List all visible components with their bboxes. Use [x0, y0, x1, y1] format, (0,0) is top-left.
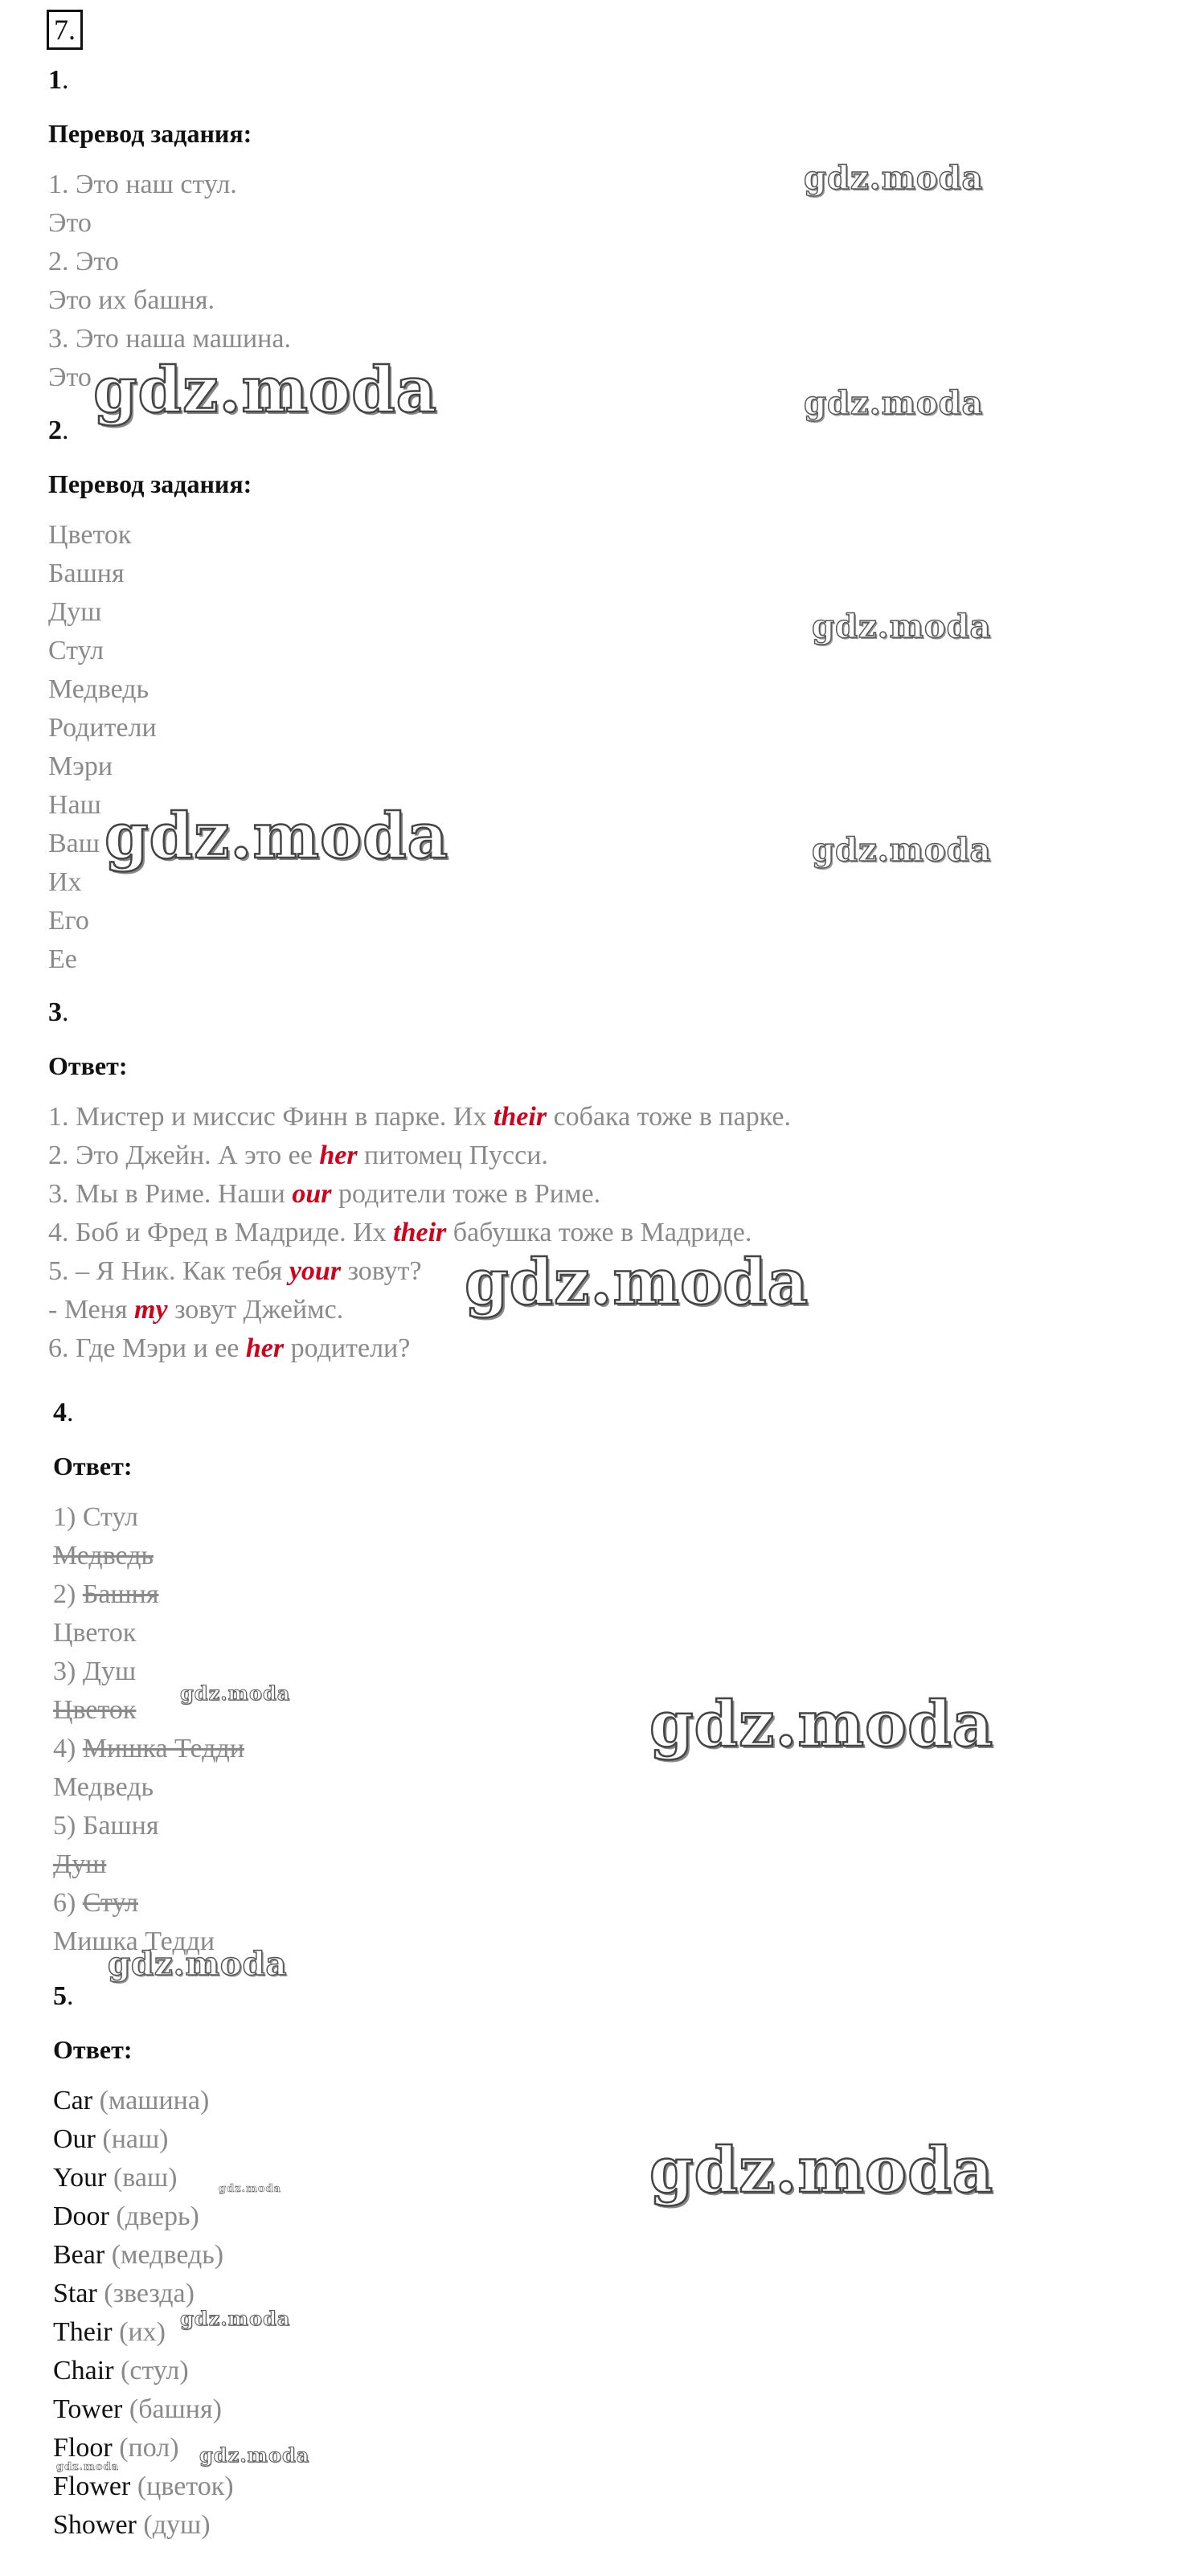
text-segment: 5. – Я Ник. Как тебя	[48, 1256, 289, 1286]
text-line	[48, 320, 291, 358]
text-segment: (машина)	[92, 2086, 210, 2115]
text-line	[53, 1614, 244, 1652]
text-line	[53, 1768, 244, 1807]
watermark-logo: gdz.moda	[56, 2461, 120, 2473]
text-line	[53, 2082, 234, 2120]
text-segment: Мишка Тедди	[53, 1927, 215, 1956]
english-word: Door	[53, 2201, 109, 2231]
text-segment: Медведь	[53, 1772, 154, 1802]
english-word: Shower	[53, 2510, 137, 2540]
text-segment: 4. Боб и Фред в Мадриде. Их	[48, 1218, 394, 1247]
text-line	[48, 204, 291, 243]
text-line	[48, 670, 252, 709]
section-4	[53, 1395, 244, 1961]
text-segment: Медведь	[48, 674, 149, 704]
text-segment: Это	[48, 362, 92, 392]
text-segment: Башня	[48, 559, 125, 588]
text-segment: 1) Стул	[53, 1502, 138, 1532]
answer-word: her	[319, 1141, 358, 1170]
text-segment: (их)	[112, 2317, 166, 2347]
text-segment: родители?	[284, 1333, 411, 1363]
answer-word: our	[292, 1179, 332, 1209]
text-line	[48, 632, 252, 670]
text-line	[48, 166, 291, 204]
english-word: Star	[53, 2279, 97, 2308]
english-word: Our	[53, 2124, 96, 2154]
section-lines	[48, 1098, 791, 1368]
text-line	[48, 940, 252, 979]
section-number: 5.	[53, 1981, 74, 2011]
answer-word: your	[289, 1256, 342, 1286]
text-segment: питомец Пусси.	[357, 1141, 548, 1170]
text-segment: 1. Мистер и миссис Финн в парке. Их	[48, 1102, 494, 1132]
text-segment: 1. Это наш стул.	[48, 170, 237, 199]
english-word: Your	[53, 2163, 107, 2193]
text-line	[53, 2197, 234, 2236]
text-segment: Их	[48, 867, 82, 897]
text-segment: Это их башня.	[48, 285, 215, 315]
text-line	[53, 2506, 234, 2545]
text-line	[48, 1175, 791, 1214]
english-word: Car	[53, 2086, 93, 2115]
text-segment: 3. Это наша машина.	[48, 324, 291, 354]
english-word: Chair	[53, 2356, 114, 2386]
watermark-logo: gdz.moda	[93, 354, 438, 427]
watermark-logo: gdz.moda	[180, 1681, 291, 1705]
answer-word: their	[393, 1218, 447, 1247]
watermark-logo: gdz.moda	[199, 2443, 310, 2467]
text-segment: 2)	[53, 1579, 83, 1609]
section-heading: Ответ:	[53, 1452, 133, 1480]
text-segment: (ваш)	[106, 2163, 178, 2193]
text-segment: 2. Это Джейн. А это ее	[48, 1141, 320, 1170]
watermark-logo: gdz.moda	[649, 1688, 994, 1761]
text-segment: Цветок	[53, 1618, 137, 1648]
text-segment: (медведь)	[104, 2240, 224, 2270]
english-word: Bear	[53, 2240, 105, 2270]
answer-word: my	[134, 1295, 168, 1325]
watermark-logo: gdz.moda	[812, 831, 992, 869]
text-line	[53, 2390, 234, 2429]
text-segment: (дверь)	[109, 2201, 199, 2231]
page-number-label: 7.	[47, 10, 83, 50]
text-line	[53, 2236, 234, 2275]
struck-word: Мишка Тедди	[82, 1734, 244, 1763]
struck-word: Медведь	[53, 1541, 154, 1571]
section-heading: Перевод задания:	[48, 469, 252, 498]
text-line	[53, 1498, 244, 1537]
text-segment: родители тоже в Риме.	[331, 1179, 601, 1209]
section-number: 4.	[53, 1398, 74, 1427]
text-line	[48, 709, 252, 747]
text-line	[53, 1575, 244, 1614]
text-line	[53, 1537, 244, 1575]
section-number: 2.	[48, 416, 69, 445]
section-2	[48, 413, 252, 979]
text-segment: Родители	[48, 713, 157, 743]
text-segment: Это	[48, 208, 92, 238]
text-line	[48, 243, 291, 281]
text-segment: 6)	[53, 1888, 83, 1918]
section-number: 3.	[48, 997, 69, 1027]
watermark-logo: gdz.moda	[180, 2307, 291, 2330]
text-segment: Цветок	[48, 520, 132, 550]
text-line	[48, 902, 252, 940]
text-segment: Ваш	[48, 829, 100, 858]
watermark-logo: gdz.moda	[104, 800, 449, 873]
english-word: Their	[53, 2317, 113, 2347]
section-heading: Ответ:	[48, 1051, 128, 1080]
struck-word: Башня	[82, 1579, 159, 1609]
text-segment: 3) Душ	[53, 1657, 137, 1686]
text-line	[53, 1845, 244, 1884]
text-segment: (стул)	[113, 2356, 189, 2386]
text-line	[48, 281, 291, 320]
text-line	[48, 555, 252, 593]
text-line	[48, 516, 252, 555]
watermark-logo: gdz.moda	[804, 384, 984, 422]
section-heading: Перевод задания:	[48, 119, 252, 148]
text-segment: бабушка тоже в Мадриде.	[446, 1218, 752, 1247]
text-segment: (звезда)	[96, 2279, 195, 2308]
section-lines	[53, 1498, 244, 1961]
text-line	[53, 2120, 234, 2159]
watermark-logo: gdz.moda	[108, 1945, 288, 1983]
text-line	[48, 1136, 791, 1175]
answer-word: her	[245, 1333, 285, 1363]
english-word: Floor	[53, 2433, 113, 2463]
text-segment: зовут Джеймс.	[167, 1295, 344, 1325]
struck-word: Стул	[82, 1888, 138, 1918]
text-segment: 5) Башня	[53, 1811, 159, 1841]
text-segment: Ее	[48, 944, 77, 974]
section-heading: Ответ:	[53, 2035, 133, 2064]
text-line	[53, 2159, 234, 2197]
watermark-logo: gdz.moda	[804, 159, 984, 197]
text-segment: Стул	[48, 636, 104, 666]
text-segment: (башня)	[122, 2394, 222, 2424]
text-segment: собака тоже в парке.	[547, 1102, 791, 1132]
text-segment: 3. Мы в Риме. Наши	[48, 1179, 293, 1209]
text-segment: (наш)	[95, 2124, 169, 2154]
text-segment: (цветок)	[130, 2472, 234, 2501]
watermark-logo: gdz.moda	[812, 608, 992, 645]
text-line	[53, 2467, 234, 2506]
watermark-logo: gdz.moda	[649, 2134, 994, 2207]
answer-word: their	[493, 1102, 547, 1132]
text-segment: (душ)	[136, 2510, 211, 2540]
english-word: Tower	[53, 2394, 123, 2424]
struck-word: Душ	[53, 1849, 107, 1879]
text-segment: (пол)	[112, 2433, 179, 2463]
text-segment: Наш	[48, 790, 101, 820]
text-line	[53, 2352, 234, 2390]
english-word: Flower	[53, 2472, 131, 2501]
text-segment: Его	[48, 906, 89, 936]
text-segment: - Меня	[48, 1295, 135, 1325]
text-line	[53, 1807, 244, 1845]
text-segment: зовут?	[341, 1256, 422, 1286]
section-lines	[48, 516, 252, 979]
text-segment: 6. Где Мэри и ее	[48, 1333, 246, 1363]
text-segment: 2. Это	[48, 247, 119, 276]
watermark-logo: gdz.moda	[465, 1246, 809, 1319]
text-segment: 4)	[53, 1734, 83, 1763]
text-line	[53, 1884, 244, 1923]
text-segment: Мэри	[48, 752, 113, 781]
text-line	[48, 1098, 791, 1136]
text-line	[48, 593, 252, 632]
text-line	[53, 1730, 244, 1768]
struck-word: Цветок	[53, 1695, 137, 1725]
text-segment: Душ	[48, 597, 102, 627]
text-line	[48, 1329, 791, 1368]
section-1	[48, 63, 291, 397]
watermark-logo: gdz.moda	[219, 2183, 282, 2195]
section-number: 1.	[48, 65, 69, 95]
text-line	[48, 747, 252, 786]
